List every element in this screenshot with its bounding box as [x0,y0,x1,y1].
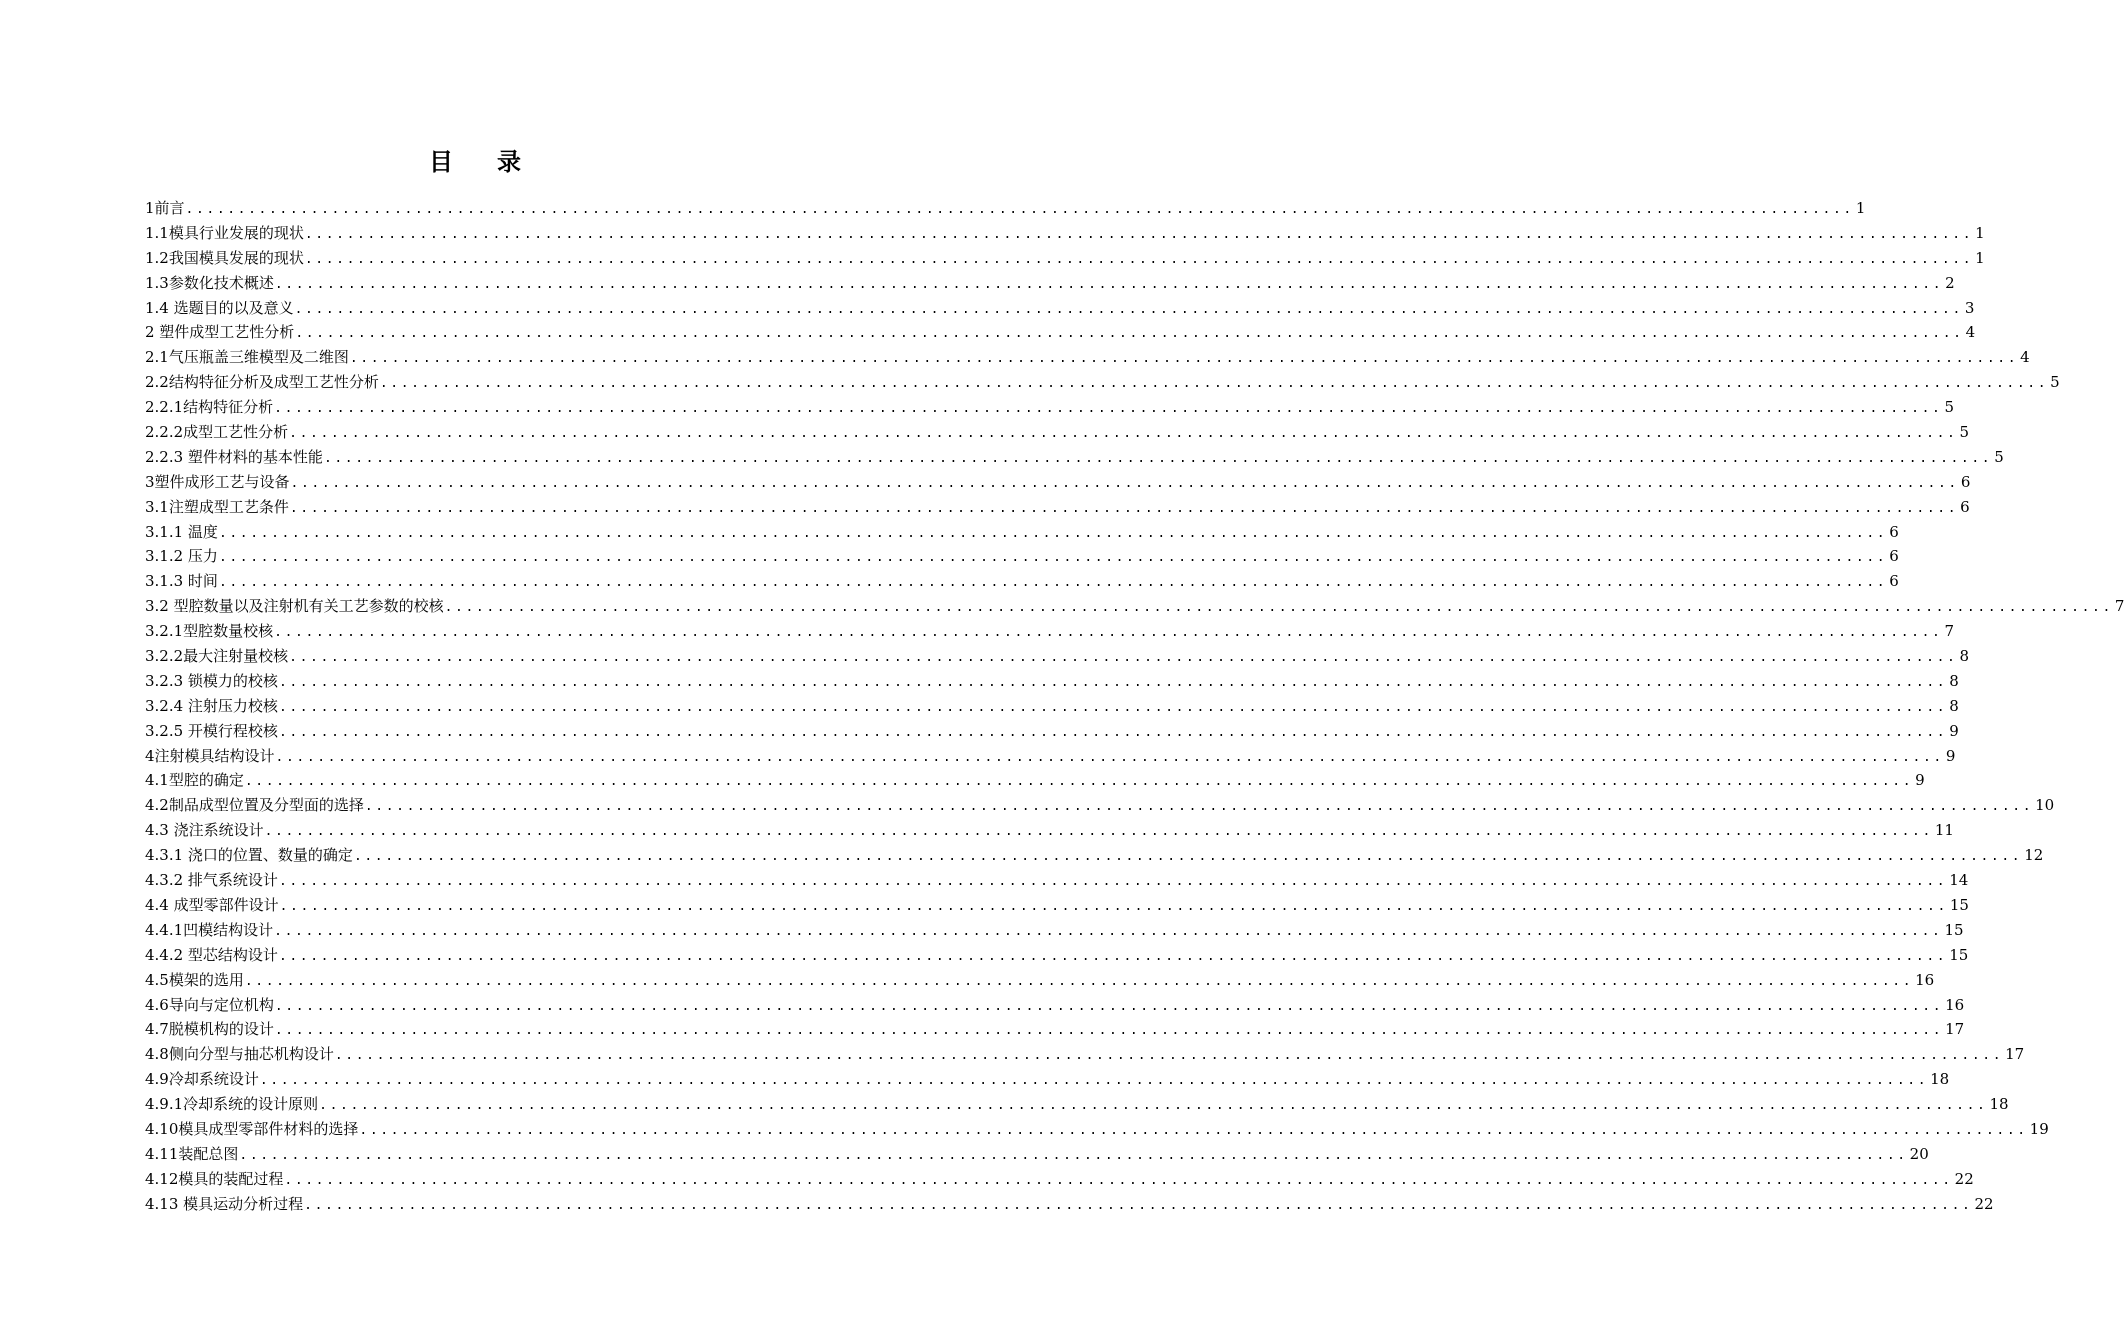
toc-page-number: 8 [1949,696,1959,715]
toc-entry[interactable] [145,768,1925,793]
toc-entry[interactable] [145,445,2004,470]
toc-page-number: 1 [1855,199,1866,217]
toc-entry[interactable] [145,793,2055,818]
toc-entry[interactable] [145,420,1969,445]
toc-entry-label: 2.2.3 塑件材料的基本性能 [145,447,323,466]
toc-dot-leader: ................................................................................................................................................................ [274,401,1943,417]
toc-page-number: 22 [1974,1194,1994,1213]
toc-page-number: 8 [1959,647,1969,666]
toc-entry[interactable] [145,818,1954,843]
toc-entry[interactable] [145,395,1954,420]
toc-dot-leader: ................................................................................................................................................................ [289,650,1958,666]
toc-dot-leader: ................................................................................................................................................................ [334,1048,2004,1064]
toc-entry[interactable] [145,1017,1965,1042]
toc-entry[interactable] [145,868,1969,893]
toc-dot-leader: ................................................................................................................................................................ [278,699,1948,715]
toc-entry-label: 3.2.3 锁模力的校核 [145,671,278,690]
toc-page-number: 15 [1944,920,1964,939]
toc-page-number: 15 [1949,945,1969,964]
toc-dot-leader: ................................................................................................................................................................ [304,226,1974,242]
toc-dot-leader: ................................................................................................................................................................ [379,376,2049,392]
toc-entry-label: 4.1型腔的确定 [145,771,244,790]
toc-entry-label: 4.10模具成型零部件材料的选择 [145,1119,359,1138]
toc-page-number: 5 [1959,423,1969,442]
toc-dot-leader: ................................................................................................................................................................ [244,774,1914,790]
toc-entry-label: 3.1.3 时间 [145,572,218,591]
toc-page-number: 22 [1954,1169,1974,1188]
toc-entry-label: 4.6导向与定位机构 [145,995,274,1014]
toc-page-number: 9 [1949,721,1959,740]
toc-dot-leader: ................................................................................................................................................................ [353,849,2023,865]
toc-entry-label: 4.3.1 浇口的位置、数量的确定 [145,846,353,865]
toc-page-number: 12 [2024,846,2044,865]
toc-entry-label: 2.1气压瓶盖三维模型及二维图 [145,348,349,367]
toc-page-number: 8 [1949,671,1959,690]
toc-dot-leader: ................................................................................................................................................................ [264,824,1933,840]
toc-entry-label: 1.4 选题目的以及意义 [145,298,294,317]
toc-entry[interactable] [145,943,1969,968]
toc-entry-label: 3.1.1 温度 [145,522,218,541]
toc-entry[interactable] [145,993,1965,1018]
toc-page-number: 19 [2029,1119,2049,1138]
toc-title: 目录 [429,148,565,176]
toc-entry[interactable] [145,744,1956,769]
toc-page-number: 18 [1989,1095,2009,1114]
toc-entry-label: 4注射模具结构设计 [145,746,275,765]
toc-dot-leader: ................................................................................................................................................................ [364,799,2034,815]
toc-dot-leader: ................................................................................................................................................................ [319,1098,1988,1114]
toc-entry-label: 4.3.2 排气系统设计 [145,871,278,890]
toc-entry[interactable] [145,644,1969,669]
toc-entry-label: 4.13 模具运动分析过程 [145,1194,304,1213]
toc-dot-leader: ................................................................................................................................................................ [185,202,1854,217]
toc-entry[interactable] [145,1117,2049,1142]
toc-page-number: 5 [1994,447,2004,466]
toc-dot-leader: ................................................................................................................................................................ [304,1197,1973,1213]
toc-page-number: 7 [1944,622,1954,641]
toc-page-number: 16 [1945,995,1965,1014]
toc-entry[interactable] [145,843,2044,868]
toc-page-number: 1 [1975,223,1985,242]
toc-dot-leader: ................................................................................................................................................................ [304,251,1974,267]
toc-entry[interactable] [145,495,1970,520]
toc-entry[interactable] [145,196,1866,221]
toc-page-number: 17 [1945,1020,1965,1039]
toc-entry[interactable] [145,594,2124,619]
toc-dot-leader: ................................................................................................................................................................ [289,426,1958,442]
toc-entry[interactable] [145,1167,1974,1192]
toc-dot-leader: ................................................................................................................................................................ [275,749,1944,765]
toc-entry-label: 4.4.1凹模结构设计 [145,920,274,939]
toc-page-number: 6 [1889,547,1899,566]
toc-dot-leader: ................................................................................................................................................................ [323,450,1993,466]
toc-entry-label: 3塑件成形工艺与设备 [145,472,290,491]
toc-dot-leader: ................................................................................................................................................................ [290,475,1959,491]
toc-entry[interactable] [145,893,1969,918]
toc-entry-label: 1.1模具行业发展的现状 [145,223,304,242]
toc-page-number: 14 [1949,871,1969,890]
toc-entry[interactable] [145,1092,2009,1117]
toc-entry[interactable] [145,1192,1994,1217]
toc-entry-label: 3.1注塑成型工艺条件 [145,497,289,516]
toc-entry-label: 3.2.1型腔数量校核 [145,622,274,641]
toc-entry-label: 3.2.2最大注射量校核 [145,647,289,666]
toc-page-number: 4 [1965,323,1976,342]
toc-dot-leader: ................................................................................................................................................................ [278,724,1948,740]
toc-page-number: 3 [1964,298,1975,317]
toc-entry-label: 3.2 型腔数量以及注射机有关工艺参数的校核 [145,597,444,616]
toc-dot-leader: ................................................................................................................................................................ [218,525,1888,541]
toc-entry-label: 1.2我国模具发展的现状 [145,248,304,267]
toc-page-number: 10 [2035,796,2055,815]
toc-list [145,196,2124,1217]
toc-dot-leader: ................................................................................................................................................................ [289,500,1959,516]
toc-entry-label: 4.3 浇注系统设计 [145,821,264,840]
toc-page-number: 11 [1934,821,1954,840]
toc-entry[interactable] [145,1142,1929,1167]
toc-page-number: 5 [2050,373,2060,392]
toc-dot-leader: ................................................................................................................................................................ [218,575,1888,591]
toc-dot-leader: ................................................................................................................................................................ [274,998,1944,1014]
toc-entry[interactable] [145,271,1955,296]
toc-dot-leader: ................................................................................................................................................................ [274,923,1943,939]
toc-entry[interactable] [145,544,1899,569]
toc-entry-label: 3.1.2 压力 [145,547,218,566]
toc-entry-label: 4.8侧向分型与抽芯机构设计 [145,1045,334,1064]
toc-page-number: 6 [1889,522,1899,541]
toc-dot-leader: ................................................................................................................................................................ [274,276,1944,292]
toc-page-number: 6 [1960,497,1970,516]
toc-entry[interactable] [145,669,1959,694]
toc-dot-leader: ................................................................................................................................................................ [244,973,1914,989]
toc-page-number: 6 [1889,572,1899,591]
toc-dot-leader: ................................................................................................................................................................ [274,625,1943,641]
toc-page-number: 6 [1960,472,1971,491]
toc-dot-leader: ................................................................................................................................................................ [294,301,1963,317]
toc-entry[interactable] [145,345,2030,370]
toc-entry[interactable] [145,719,1959,744]
toc-entry-label: 2.2.1结构特征分析 [145,398,274,417]
toc-dot-leader: ................................................................................................................................................................ [279,898,1948,914]
toc-entry-label: 4.9.1冷却系统的设计原则 [145,1095,319,1114]
toc-dot-leader: ................................................................................................................................................................ [359,1122,2028,1138]
toc-entry-label: 4.5模架的选用 [145,970,244,989]
toc-dot-leader: ................................................................................................................................................................ [274,1023,1944,1039]
toc-dot-leader: ................................................................................................................................................................ [218,550,1888,566]
toc-entry[interactable] [145,694,1959,719]
toc-entry[interactable] [145,370,2060,395]
toc-entry-label: 4.11装配总图 [145,1144,239,1163]
toc-page-number: 20 [1909,1144,1929,1163]
toc-entry[interactable] [145,296,1975,321]
toc-page-number: 9 [1915,771,1925,790]
toc-entry[interactable] [145,1042,2025,1067]
toc-dot-leader: ................................................................................................................................................................ [284,1172,1953,1188]
toc-entry-label: 4.4 成型零部件设计 [145,895,279,914]
toc-entry[interactable] [145,1067,1950,1092]
toc-entry-label: 2 塑件成型工艺性分析 [145,323,295,342]
toc-dot-leader: ................................................................................................................................................................ [278,674,1948,690]
toc-dot-leader: ................................................................................................................................................................ [278,948,1948,964]
toc-entry-label: 1前言 [145,199,185,217]
toc-entry-label: 3.2.4 注射压力校核 [145,696,278,715]
toc-dot-leader: ................................................................................................................................................................ [278,874,1948,890]
toc-page-number: 1 [1975,248,1985,267]
toc-dot-leader: ................................................................................................................................................................ [259,1073,1929,1089]
toc-page-number: 17 [2005,1045,2025,1064]
toc-dot-leader: ................................................................................................................................................................ [349,351,2019,367]
toc-entry[interactable] [145,246,1985,271]
toc-entry[interactable] [145,470,1971,495]
toc-entry-label: 4.9冷却系统设计 [145,1070,259,1089]
toc-entry-label: 2.2结构特征分析及成型工艺性分析 [145,373,379,392]
toc-page-number: 7 [2114,597,2124,616]
toc-entry[interactable] [145,918,1964,943]
toc-page-number: 4 [2020,348,2030,367]
toc-entry-label: 2.2.2成型工艺性分析 [145,423,289,442]
toc-entry[interactable] [145,569,1899,594]
toc-entry-label: 3.2.5 开模行程校核 [145,721,278,740]
toc-dot-leader: ................................................................................................................................................................ [444,600,2113,616]
toc-entry-label: 4.2制品成型位置及分型面的选择 [145,796,364,815]
toc-entry[interactable] [145,619,1954,644]
toc-page-number: 5 [1944,398,1954,417]
toc-entry[interactable] [145,968,1935,993]
toc-page-number: 16 [1915,970,1935,989]
toc-entry[interactable] [145,320,1976,345]
toc-page-number: 18 [1930,1070,1950,1089]
toc-entry-label: 4.12模具的装配过程 [145,1169,284,1188]
toc-dot-leader: ................................................................................................................................................................ [239,1147,1908,1163]
toc-entry-label: 4.4.2 型芯结构设计 [145,945,278,964]
toc-entry[interactable] [145,520,1899,545]
toc-entry[interactable] [145,221,1985,246]
toc-page-number: 9 [1945,746,1956,765]
toc-entry-label: 4.7脱模机构的设计 [145,1020,274,1039]
toc-dot-leader: ................................................................................................................................................................ [295,326,1964,342]
toc-page-number: 2 [1945,273,1955,292]
toc-page-number: 15 [1949,895,1969,914]
toc-entry-label: 1.3参数化技术概述 [145,273,274,292]
